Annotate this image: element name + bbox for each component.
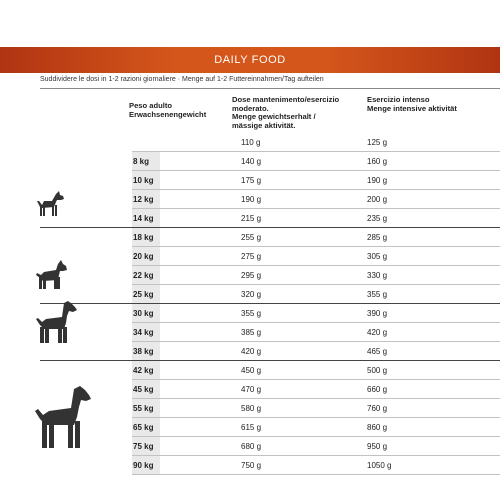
intense-dose: 760 g [367,404,388,413]
moderate-header-it: Dose mantenimento/esercizio moderato. [232,95,340,113]
table-row [40,361,500,380]
table-row [40,247,500,266]
intense-header-de: Menge intensive aktivität [367,103,457,113]
moderate-dose: 680 g [241,442,262,451]
header-divider [40,88,500,89]
intense-dose: 305 g [367,252,388,261]
intense-dose: 330 g [367,271,388,280]
moderate-dose: 450 g [241,366,262,375]
moderate-dose: 215 g [241,214,262,223]
dog-weight: 18 kg [133,233,154,242]
intense-dose: 390 g [367,309,388,318]
daily-food-banner [0,47,500,73]
giant-dog-icon [30,385,94,451]
moderate-dose: 470 g [241,385,262,394]
dog-weight: 25 kg [133,290,154,299]
moderate-dose: 275 g [241,252,262,261]
dog-weight: 45 kg [133,385,154,394]
intense-dose: 190 g [367,176,388,185]
intense-dose: 160 g [367,157,388,166]
table-row [40,190,500,209]
table-row [40,285,500,304]
table-row [40,266,500,285]
table-row [40,399,500,418]
intense-dose: 235 g [367,214,388,223]
intense-dose: 1050 g [367,461,392,470]
dog-weight: 30 kg [133,309,154,318]
moderate-dose: 175 g [241,176,262,185]
dog-weight: 42 kg [133,366,154,375]
dog-weight: 12 kg [133,195,154,204]
dog-weight: 90 kg [133,461,154,470]
large-dog-icon [30,300,78,346]
table-row [40,437,500,456]
moderate-dose: 750 g [241,461,262,470]
portion-instructions: Suddividere le dosi in 1-2 razioni giornaliere · Menge auf 1-2 Futtereinnahmen/Tag aufteilen [40,76,324,83]
dog-weight: 8 kg [133,157,150,166]
intense-dose: 660 g [367,385,388,394]
moderate-dose: 190 g [241,195,262,204]
table-row [40,228,500,247]
intense-dose: 860 g [367,423,388,432]
table-row [40,209,500,228]
moderate-dose: 385 g [241,328,262,337]
moderate-dose: 140 g [241,157,262,166]
dog-weight: 22 kg [133,271,154,280]
weight-header-it: Peso adulto [129,101,173,110]
table-row [40,380,500,399]
intense-column-header [367,96,457,113]
dog-weight: 14 kg [133,214,154,223]
intense-dose: 200 g [367,195,388,204]
intense-dose: 500 g [367,366,388,375]
table-row [40,171,500,190]
intense-dose: 420 g [367,328,388,337]
dog-weight: 34 kg [133,328,154,337]
dog-weight: 55 kg [133,404,154,413]
intense-header-it: Esercizio intenso [367,95,430,104]
intense-dose: 950 g [367,442,388,451]
moderate-header-de: Menge gewichtserhalt / mässige aktivität. [232,112,316,131]
table-row [40,133,500,152]
table-row [40,323,500,342]
weight-header-de: Erwachsenengewicht [129,109,207,119]
moderate-dose: 295 g [241,271,262,280]
medium-dog-icon [30,258,70,292]
moderate-dose: 255 g [241,233,262,242]
table-row [40,342,500,361]
dog-weight: 20 kg [133,252,154,261]
moderate-dose: 110 g [241,138,261,147]
moderate-dose: 580 g [241,404,262,413]
weight-column-header [129,102,206,119]
dog-weight: 10 kg [133,176,154,185]
moderate-column-header [232,96,372,131]
moderate-dose: 320 g [241,290,262,299]
table-row [40,456,500,475]
dog-weight: 65 kg [133,423,154,432]
dog-weight: 75 kg [133,442,154,451]
moderate-dose: 615 g [241,423,262,432]
table-row [40,418,500,437]
banner-title: DAILY FOOD [214,54,286,66]
moderate-dose: 420 g [241,347,262,356]
intense-dose: 465 g [367,347,388,356]
intense-dose: 355 g [367,290,388,299]
table-row [40,152,500,171]
intense-dose: 285 g [367,233,388,242]
table-row [40,304,500,323]
intense-dose: 125 g [367,138,388,147]
dog-weight: 38 kg [133,347,154,356]
small-dog-icon [30,190,66,220]
moderate-dose: 355 g [241,309,262,318]
